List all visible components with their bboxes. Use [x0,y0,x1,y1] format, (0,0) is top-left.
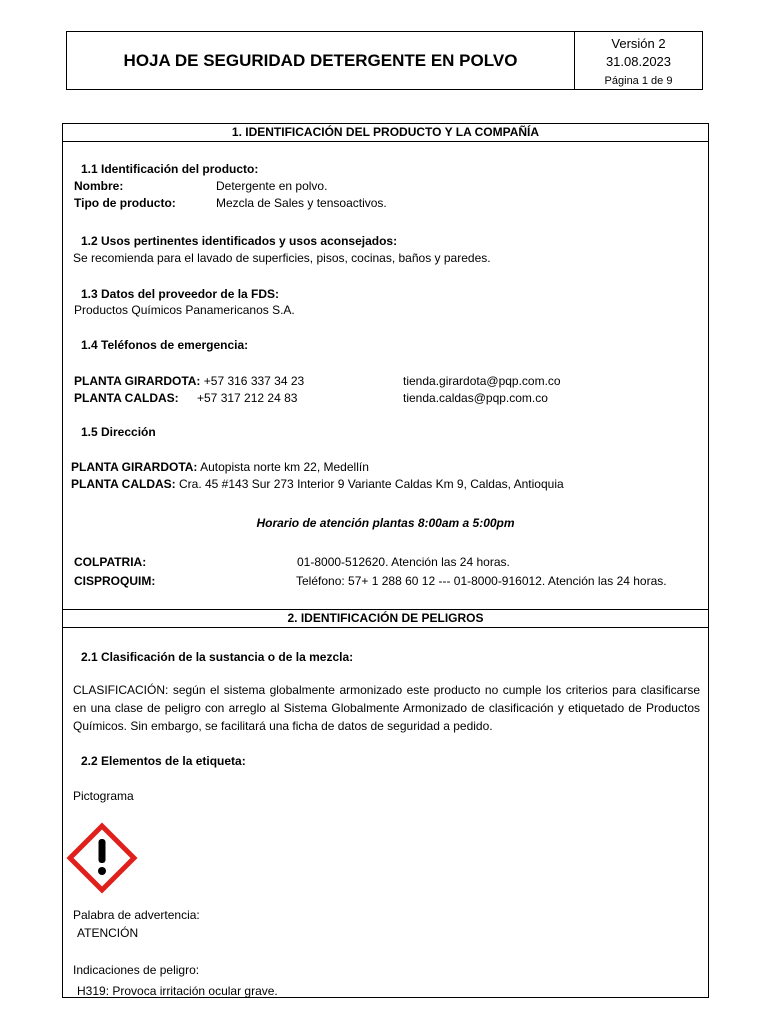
subsection-1-3-title: 1.3 Datos del proveedor de la FDS: [81,287,280,301]
girardota-email: tienda.girardota@pqp.com.co [403,374,561,388]
hazard-h319-row [77,983,278,999]
type-label: Tipo de producto: [74,196,176,210]
version-label: Versión 2 [611,36,666,51]
subsection-1-2-title: 1.2 Usos pertinentes identificados y usos aconsejados: [81,234,398,248]
classification-text: CLASIFICACIÓN: según el sistema globalmente armonizado este producto no cumple los criterios para clasificarse en una clase de peligro con arreglo al Sistema Globalmente Armonizado de clasificación y etiquetado de Productos Químicos. Sin embargo, se facilitará una ficha de datos de seguridad a pedido. [73,683,700,733]
page-number: Página 1 de 9 [604,75,673,87]
cisproquim-label: CISPROQUIM: [74,574,156,588]
cisproquim-value: Teléfono: 57+ 1 288 60 12 --- 01-8000-916012. Atención las 24 horas. [296,574,667,588]
plant-caldas-label: PLANTA CALDAS: [74,391,179,405]
address-caldas-row [71,476,564,492]
uses-text: Se recomienda para el lavado de superficies, pisos, cocinas, baños y paredes. [73,251,491,265]
colpatria-label: COLPATRIA: [74,555,147,569]
version-date: 31.08.2023 [605,54,672,69]
name-label: Nombre: [74,179,124,193]
hazard-h319-code: H319: [77,984,110,998]
content-box [62,123,709,998]
address-girardota-label: PLANTA GIRARDOTA: [71,460,198,474]
girardota-phone: +57 316 337 34 23 [200,374,305,388]
address-girardota-value: Autopista norte km 22, Medellín [197,460,369,474]
section-2-heading: 2. IDENTIFICACIÓN DE PELIGROS [63,610,708,628]
hazard-h319-text: Provoca irritación ocular grave. [109,984,278,998]
colpatria-value: 01-8000-512620. Atención las 24 horas. [297,555,510,569]
type-value: Mezcla de Sales y tensoactivos. [216,196,387,210]
name-value: Detergente en polvo. [216,179,328,193]
supplier-text: Productos Químicos Panamericanos S.A. [74,303,295,317]
signal-word-label: Palabra de advertencia: [73,908,200,922]
document-header [66,31,703,90]
subsection-2-1-title: 2.1 Clasificación de la sustancia o de la mezcla: [81,650,354,664]
caldas-phone: +57 317 212 24 83 [197,391,298,405]
pictogram-label: Pictograma [73,789,134,803]
subsection-1-4-title: 1.4 Teléfonos de emergencia: [81,338,249,352]
hours-text: Horario de atención plantas 8:00am a 5:00pm [256,516,515,530]
document-title: HOJA DE SEGURIDAD DETERGENTE EN POLVO [67,32,575,89]
hazard-statements-label: Indicaciones de peligro: [73,963,200,977]
subsection-1-1-title: 1.1 Identificación del producto: [81,162,259,176]
caldas-email: tienda.caldas@pqp.com.co [403,391,548,405]
subsection-2-2-title: 2.2 Elementos de la etiqueta: [81,754,246,768]
address-girardota-row [71,459,369,475]
section-1-heading: 1. IDENTIFICACIÓN DEL PRODUCTO Y LA COMPAÑÍA [63,124,708,142]
address-caldas-label: PLANTA CALDAS: [71,477,176,491]
signal-word-value: ATENCIÓN [77,926,139,940]
subsection-1-5-title: 1.5 Dirección [81,425,156,439]
plant-girardota-label: PLANTA GIRARDOTA: [74,374,201,388]
address-caldas-value: Cra. 45 #143 Sur 273 Interior 9 Variante Caldas Km 9, Caldas, Antioquia [175,477,564,491]
version-block [575,32,702,89]
emergency-girardota-row [74,373,304,389]
ghs-exclamation-icon [65,821,139,895]
